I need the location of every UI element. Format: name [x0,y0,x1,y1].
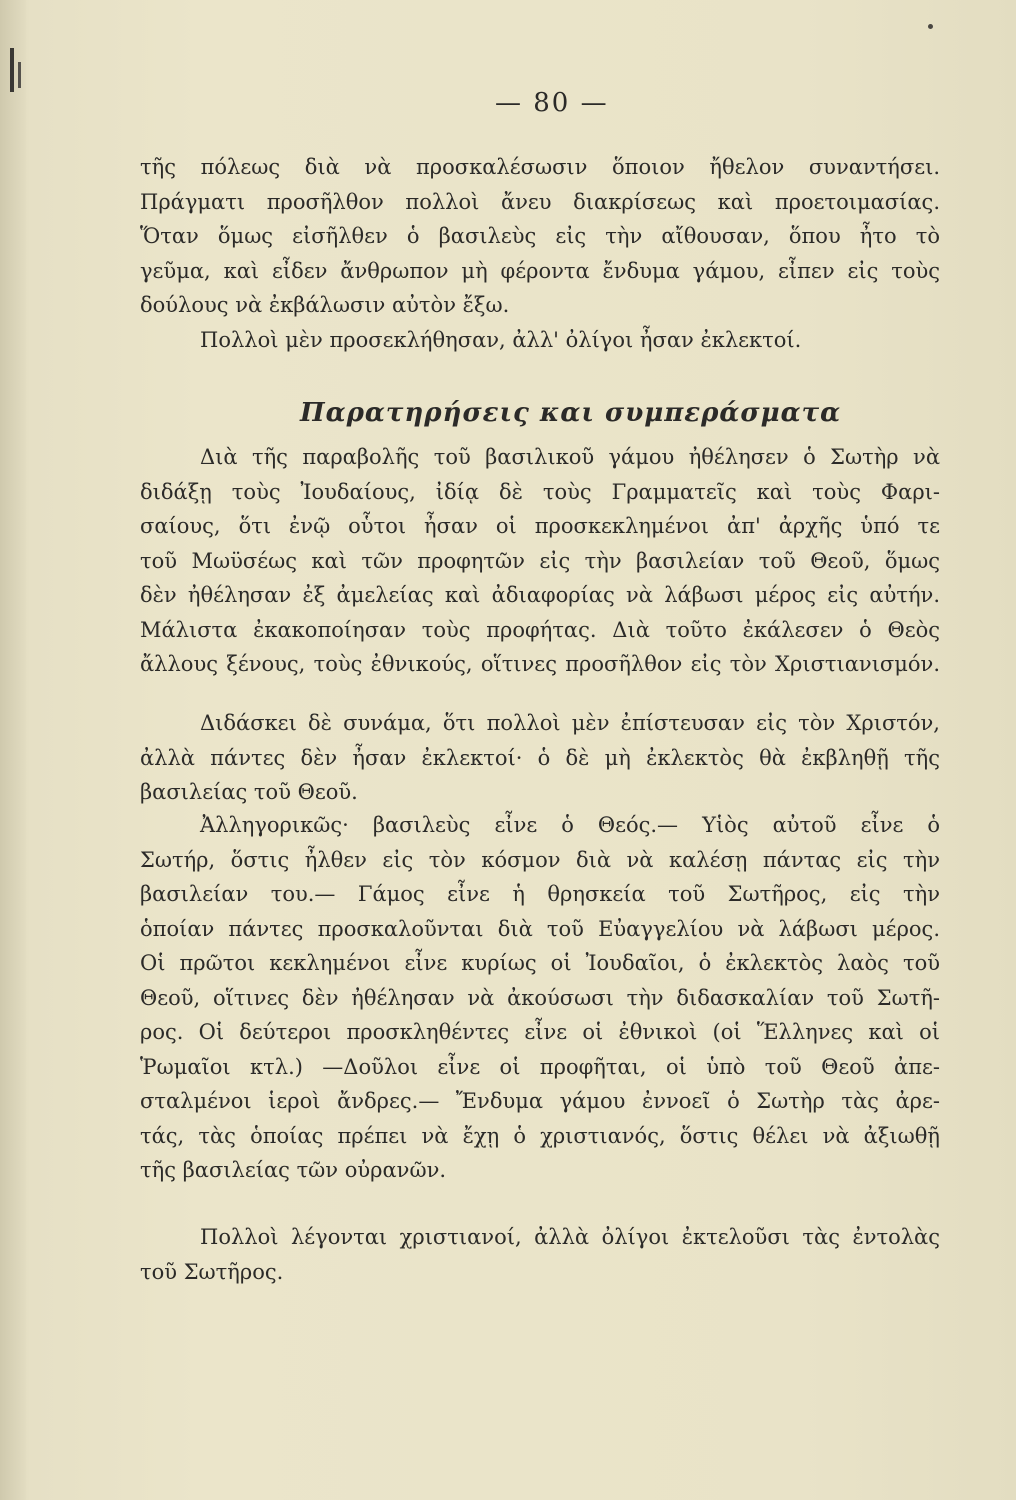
text-line: Μάλιστα ἐκακοποίησαν τοὺς προφήτας. Διὰ τοῦτο ἐκάλεσεν ὁ Θεὸς [140,617,940,642]
text-line: Διδάσκει δὲ συνάμα, ὅτι πολλοὶ μὲν ἐπίστευσαν εἰς τὸν Χριστόν, [200,711,940,735]
page-binding-edge [0,0,26,1500]
text-line: διδάξῃ τοὺς Ἰουδαίους, ἰδίᾳ δὲ τοὺς Γραμματεῖς καὶ τοὺς Φαρι- [140,479,940,504]
text-line: σταλμένοι ἱεροὶ ἄνδρες.— Ἔνδυμα γάμου ἐννοεῖ ὁ Σωτὴρ τὰς ἀρε- [140,1089,940,1113]
text-line: βασιλείαν του.— Γάμος εἶνε ἡ θρησκεία τοῦ Σωτῆρος, εἰς τὴν [140,882,940,906]
text-line: Σωτήρ, ὅστις ἦλθεν εἰς τὸν κόσμον διὰ νὰ καλέσῃ πάντας εἰς τὴν [140,847,940,872]
text-line: σαίους, ὅτι ἐνῷ οὗτοι ἦσαν οἱ προσκεκλημένοι ἀπ' ἀρχῆς ὑπό τε [140,514,940,538]
ink-speck [928,24,933,29]
text-line: τῆς βασιλείας τῶν οὐρανῶν. [140,1158,447,1182]
text-line: ρος. Οἱ δεύτεροι προσκληθέντες εἶνε οἱ ἐθνικοὶ (οἱ Ἕλληνες καὶ οἱ [140,1020,940,1044]
text-line: Πράγματι προσῆλθον πολλοὶ ἄνευ διακρίσεως καὶ προετοιμασίας. [140,189,940,214]
text-line: Πολλοὶ μὲν προσεκλήθησαν, ἀλλ' ὀλίγοι ἦσαν ἐκλεκτοί. [200,327,802,352]
text-line: τῆς πόλεως διὰ νὰ προσκαλέσωσιν ὅποιον ἤθελον συναντήσει. [140,155,940,179]
text-line: ὁποίαν πάντες προσκαλοῦνται διὰ τοῦ Εὐαγγελίου νὰ λάβωσι μέρος. [140,916,940,941]
text-line: τοῦ Σωτῆρος. [140,1259,284,1284]
binding-mark-secondary [18,62,21,88]
paragraph-4 [140,808,940,1188]
page-number: — 80 — [495,88,609,118]
text-line: τάς, τὰς ὁποίας πρέπει νὰ ἔχῃ ὁ χριστιανός, ὅστις θέλει νὰ ἀξιωθῇ [140,1123,940,1148]
paragraph-2 [140,440,940,682]
text-line: δὲν ἠθέλησαν ἐξ ἀμελείας καὶ ἀδιαφορίας νὰ λάβωσι μέρος εἰς αὐτήν. [140,583,940,607]
binding-mark [10,48,14,92]
text-line: γεῦμα, καὶ εἶδεν ἄνθρωπον μὴ φέροντα ἔνδυμα γάμου, εἶπεν εἰς τοὺς [140,258,940,283]
text-line: δούλους νὰ ἐκβάλωσιν αὐτὸν ἔξω. [140,293,510,317]
text-line: Πολλοὶ λέγονται χριστιανοί, ἀλλὰ ὀλίγοι ἐκτελοῦσι τὰς ἐντολὰς [200,1225,940,1249]
paragraph-5 [140,1220,940,1289]
text-line: τοῦ Μωϋσέως καὶ τῶν προφητῶν εἰς τὴν βασιλείαν τοῦ Θεοῦ, ὅμως [140,548,940,573]
text-line: Θεοῦ, οἵτινες δὲν ἠθέλησαν νὰ ἀκούσωσι τὴν διδασκαλίαν τοῦ Σωτῆ- [140,985,940,1010]
text-line: ἀλλὰ πάντες δὲν ἦσαν ἐκλεκτοί· ὁ δὲ μὴ ἐκλεκτὸς θὰ ἐκβληθῇ τῆς [140,745,940,770]
paragraph-1 [140,150,940,357]
text-line: Διὰ τῆς παραβολῆς τοῦ βασιλικοῦ γάμου ἠθέλησεν ὁ Σωτὴρ νὰ [200,445,940,469]
text-line: Ὅταν ὅμως εἰσῆλθεν ὁ βασιλεὺς εἰς τὴν αἴθουσαν, ὅπου ἦτο τὸ [140,224,940,248]
section-heading: Παρατηρήσεις και συμπεράσματα [300,398,842,428]
text-line: βασιλείας τοῦ Θεοῦ. [140,780,358,804]
text-line: Ῥωμαῖοι κτλ.) —Δοῦλοι εἶνε οἱ προφῆται, οἱ ὑπὸ τοῦ Θεοῦ ἀπε- [140,1054,940,1079]
text-line: ἄλλους ξένους, τοὺς ἐθνικούς, οἵτινες προσῆλθον εἰς τὸν Χριστιανισμόν. [140,652,940,676]
text-line: Ἀλληγορικῶς· βασιλεὺς εἶνε ὁ Θεός.— Υἱὸς αὐτοῦ εἶνε ὁ [200,813,940,837]
text-line: Οἱ πρῶτοι κεκλημένοι εἶνε κυρίως οἱ Ἰουδαῖοι, ὁ ἐκλεκτὸς λαὸς τοῦ [140,951,940,975]
paragraph-3 [140,706,940,810]
